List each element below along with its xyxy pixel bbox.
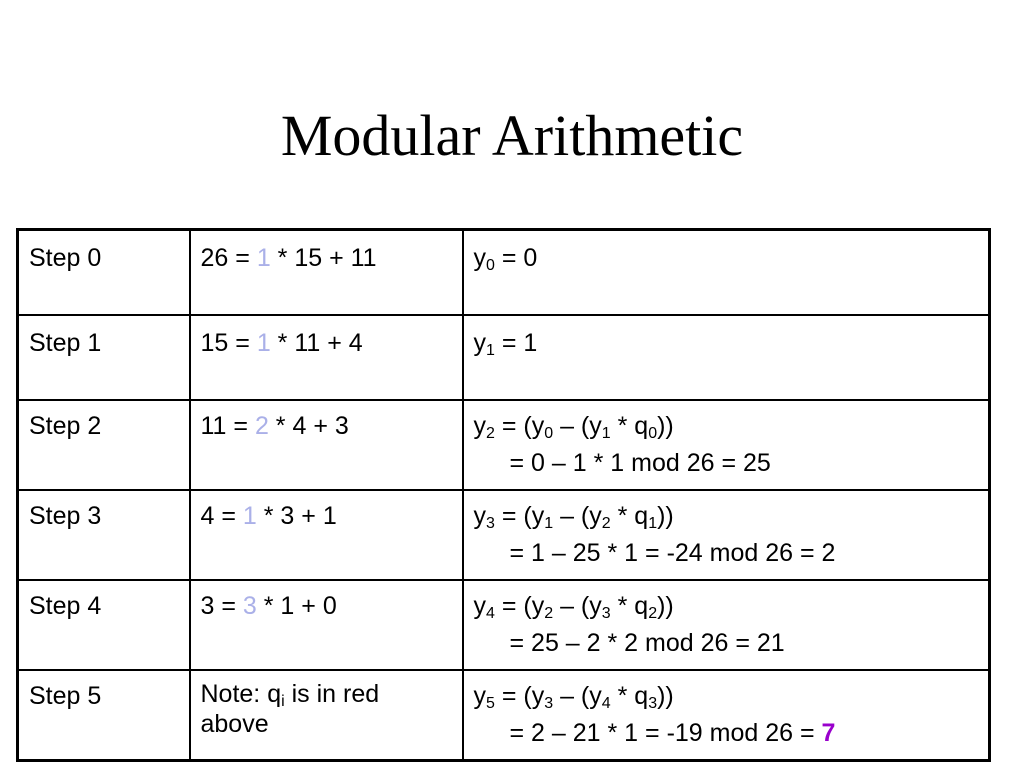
y-computation: $y_5 = (y_3 - (y_4 * q_3))$ = 2 – 21 * 1 = -19 mod 26 = 7 [463, 670, 990, 761]
step-label: Step 0 [18, 230, 190, 316]
y-computation: $y_1 = 1$ [463, 315, 990, 400]
division-equation: 3 = 3 * 1 + 0 [190, 580, 463, 670]
step-label: Step 3 [18, 490, 190, 580]
division-equation: 4 = 1 * 3 + 1 [190, 490, 463, 580]
quotient: 1 [256, 244, 271, 272]
table-row [18, 580, 990, 670]
y-computation: $y_4 = (y_2 - (y_3 * q_2))$ = 25 – 2 * 2 mod 26 = 21 [463, 580, 990, 670]
y-result-line: = 25 – 2 * 2 mod 26 = 21 [509, 629, 785, 657]
table-row [18, 670, 990, 761]
step-label: Step 2 [18, 400, 190, 490]
quotient: 1 [242, 502, 257, 530]
division-equation: 26 = 1 * 15 + 11 [190, 230, 463, 316]
y-computation: $y_0 = 0$ [463, 230, 990, 316]
y-computation: $y_2 = (y_0 - (y_1 * q_0))$ = 0 – 1 * 1 mod 26 = 25 [463, 400, 990, 490]
final-result: 7 [821, 719, 836, 747]
y-result-line: = 2 – 21 * 1 = -19 mod 26 = 7 [509, 719, 836, 747]
step-label: Step 4 [18, 580, 190, 670]
y-result-line: = 1 – 25 * 1 = -24 mod 26 = 2 [509, 539, 836, 567]
y-computation: $y_3 = (y_1 - (y_2 * q_1))$ = 1 – 25 * 1 = -24 mod 26 = 2 [463, 490, 990, 580]
quotient: 3 [242, 592, 257, 620]
table-row [18, 315, 990, 400]
table-row [18, 400, 990, 490]
table-row [18, 230, 990, 316]
note-cell: Note: $q_i$ is in red above [190, 670, 463, 761]
step-label: Step 5 [18, 670, 190, 761]
division-equation: 11 = 2 * 4 + 3 [190, 400, 463, 490]
slide-title: Modular Arithmetic [280, 103, 744, 168]
step-label: Step 1 [18, 315, 190, 400]
division-equation: 15 = 1 * 11 + 4 [190, 315, 463, 400]
y-result-line: = 0 – 1 * 1 mod 26 = 25 [509, 449, 771, 477]
euclid-steps-table [16, 228, 991, 762]
quotient: 2 [254, 412, 269, 440]
quotient: 1 [256, 329, 271, 357]
table-row [18, 490, 990, 580]
